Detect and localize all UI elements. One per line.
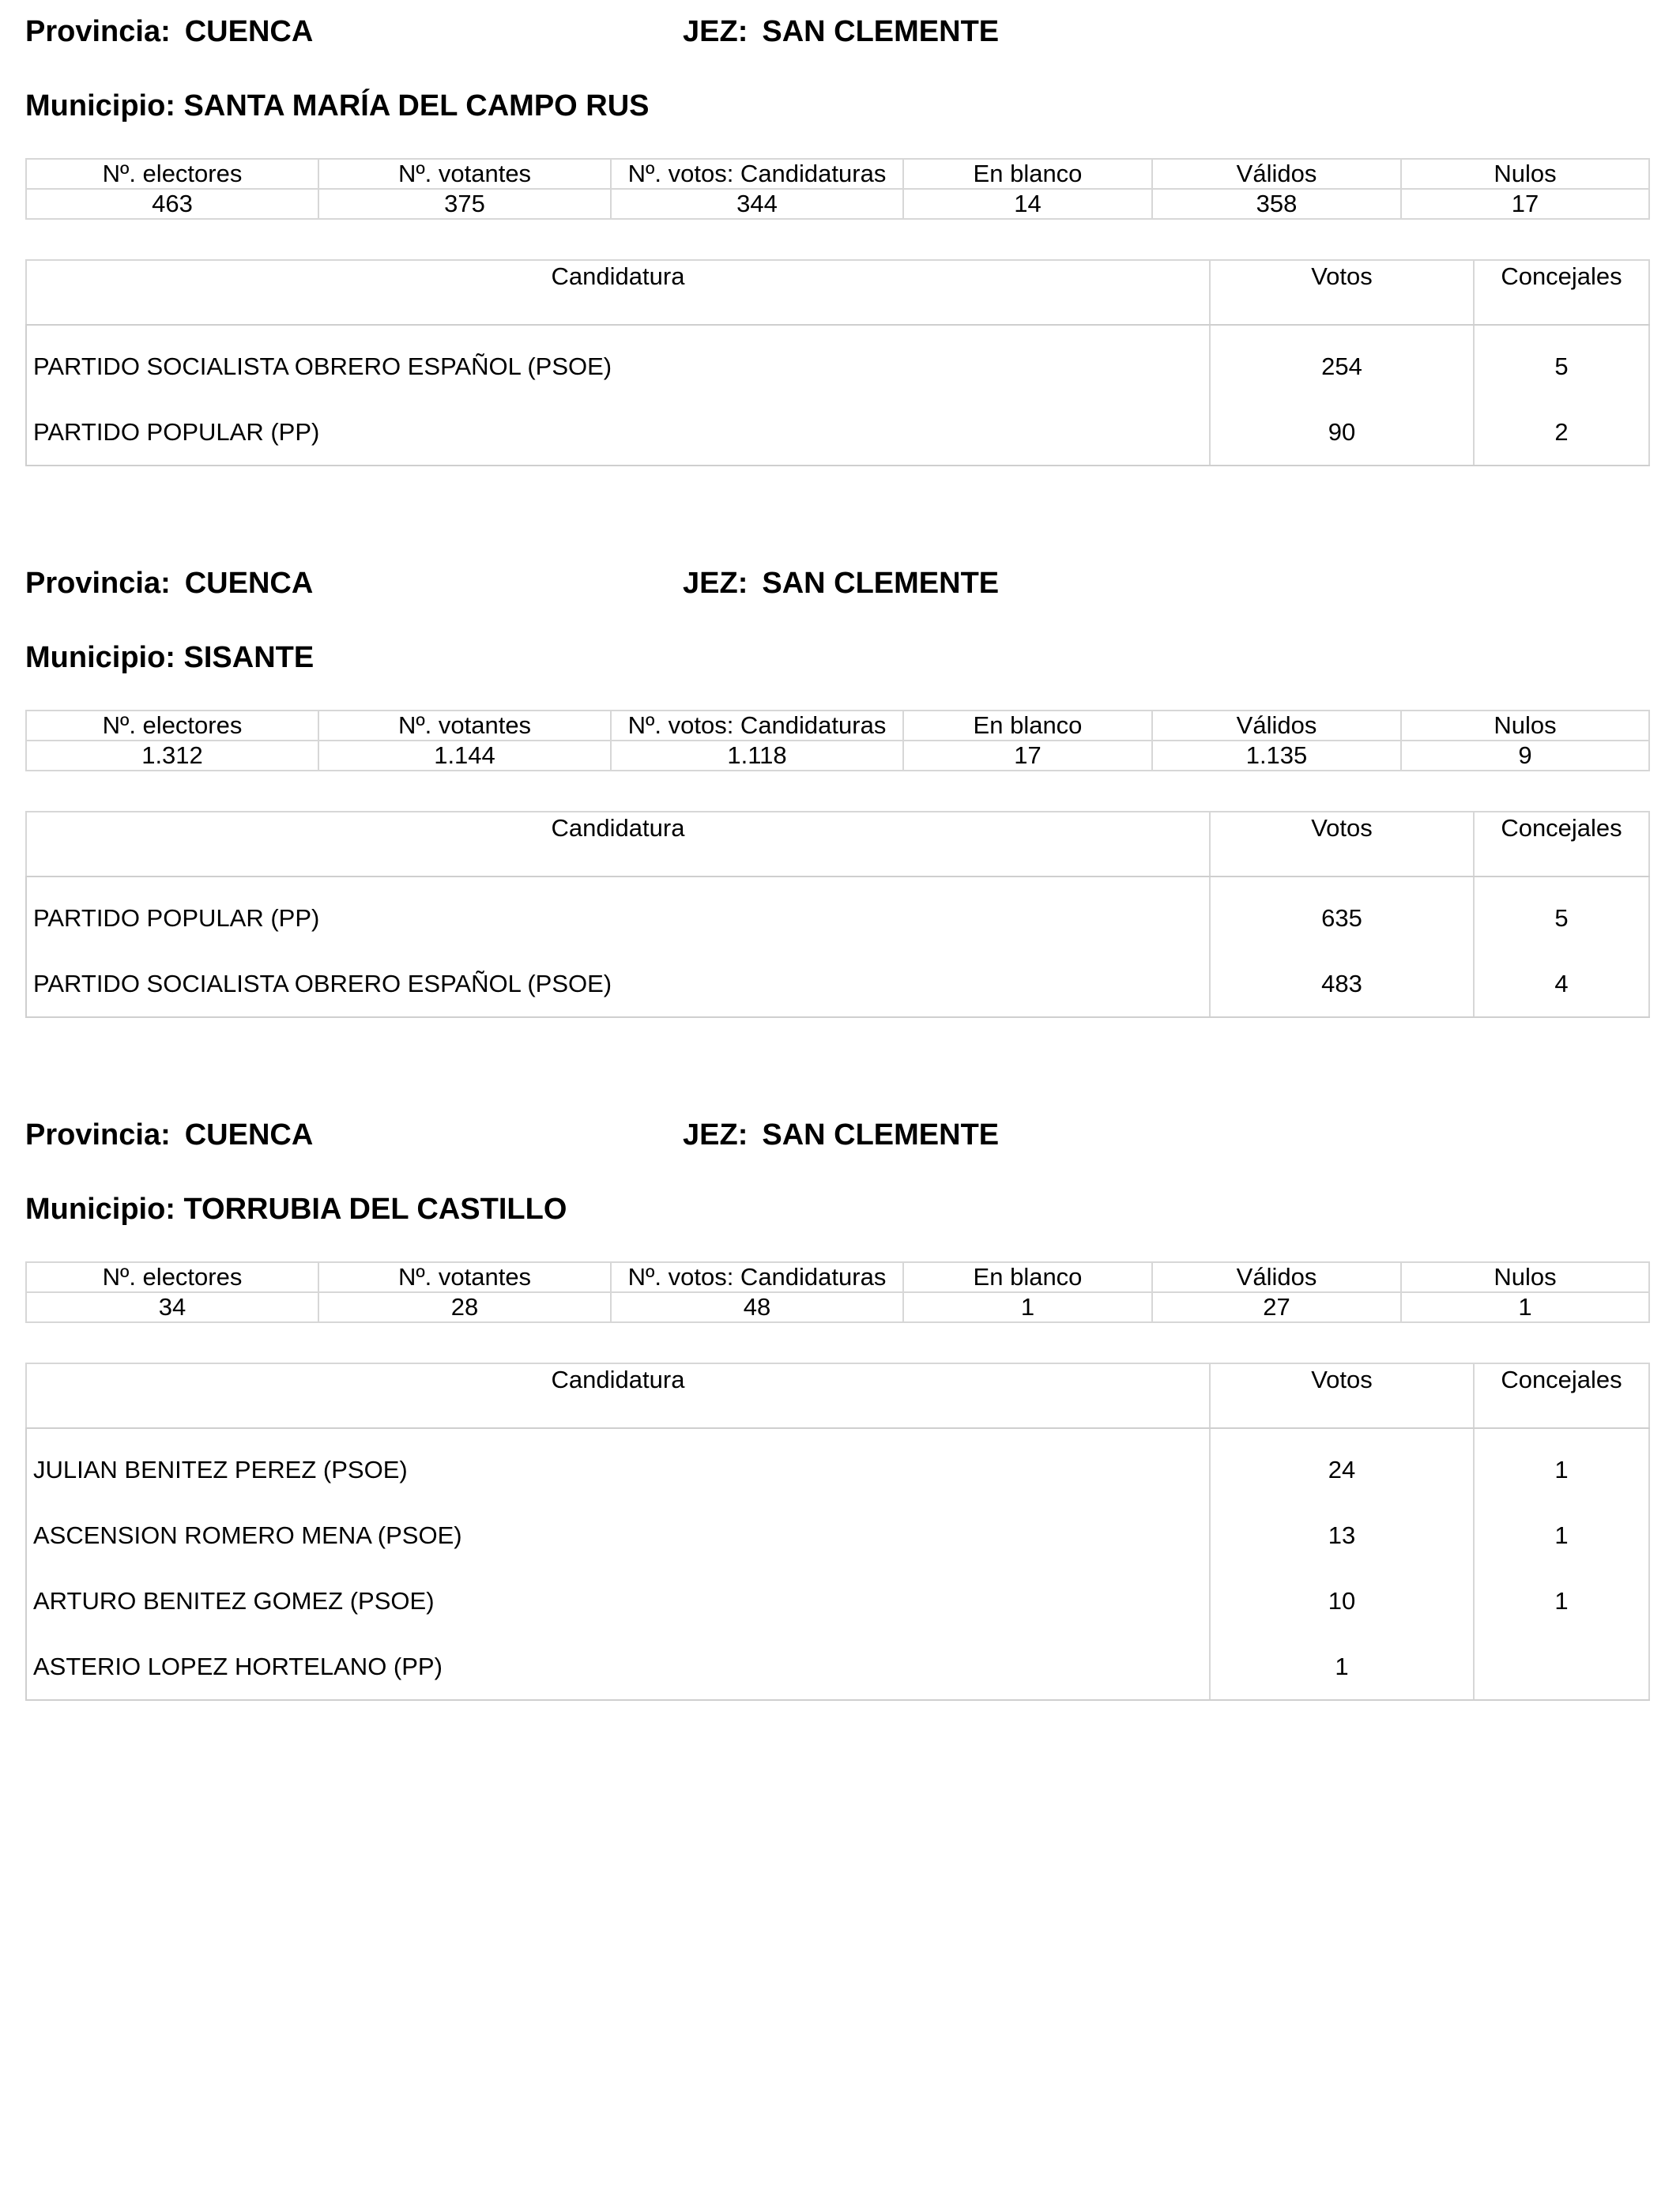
stats-header-en-blanco: En blanco [903, 711, 1152, 741]
municipio-heading [25, 1192, 567, 1227]
stats-value-votantes: 375 [318, 189, 611, 219]
stats-header-votantes: Nº. votantes [318, 711, 611, 741]
municipio-heading [25, 89, 650, 123]
candidates-table [25, 811, 1650, 1018]
stats-table [25, 710, 1650, 771]
jez-label: JEZ: [683, 1118, 748, 1152]
stats-header-votos-candidaturas: Nº. votos: Candidaturas [611, 159, 903, 189]
stats-header-nulos: Nulos [1401, 1262, 1649, 1292]
stats-value-en-blanco: 1 [903, 1292, 1152, 1322]
candidate-votos: 13 [1210, 1502, 1474, 1568]
stats-header-en-blanco: En blanco [903, 1262, 1152, 1292]
municipio-label: Municipio: [25, 641, 175, 674]
stats-value-electores: 1.312 [26, 741, 318, 771]
candidate-concejales: 1 [1474, 1428, 1649, 1502]
candidates-header-votos: Votos [1210, 812, 1474, 876]
candidate-votos: 24 [1210, 1428, 1474, 1502]
stats-header-votantes: Nº. votantes [318, 1262, 611, 1292]
stats-header-nulos: Nulos [1401, 711, 1649, 741]
stats-value-en-blanco: 14 [903, 189, 1152, 219]
candidate-concejales: 2 [1474, 399, 1649, 466]
candidate-name: PARTIDO SOCIALISTA OBRERO ESPAÑOL (PSOE) [26, 325, 1210, 399]
stats-header-electores: Nº. electores [26, 1262, 318, 1292]
candidate-concejales: 5 [1474, 325, 1649, 399]
stats-value-en-blanco: 17 [903, 741, 1152, 771]
jez-value: SAN CLEMENTE [762, 1118, 1000, 1152]
candidates-header-row [26, 1363, 1649, 1428]
municipio-value: SANTA MARÍA DEL CAMPO RUS [183, 89, 650, 123]
stats-header-votos-candidaturas: Nº. votos: Candidaturas [611, 1262, 903, 1292]
stats-header-votos-candidaturas: Nº. votos: Candidaturas [611, 711, 903, 741]
provincia-value: CUENCA [184, 1118, 314, 1152]
candidate-name: JULIAN BENITEZ PEREZ (PSOE) [26, 1428, 1210, 1502]
stats-value-nulos: 9 [1401, 741, 1649, 771]
stats-value-row [26, 1292, 1649, 1322]
candidate-name: ARTURO BENITEZ GOMEZ (PSOE) [26, 1568, 1210, 1634]
candidates-header-votos: Votos [1210, 1363, 1474, 1428]
stats-value-validos: 27 [1152, 1292, 1401, 1322]
candidates-header-row [26, 812, 1649, 876]
provincia-heading [25, 14, 313, 49]
candidate-concejales: 1 [1474, 1502, 1649, 1568]
candidate-name: ASCENSION ROMERO MENA (PSOE) [26, 1502, 1210, 1568]
municipio-section-sisante [25, 552, 1648, 1057]
provincia-label: Provincia: [25, 1118, 171, 1152]
candidate-votos: 90 [1210, 399, 1474, 466]
candidate-concejales: 1 [1474, 1568, 1649, 1634]
stats-header-row [26, 711, 1649, 741]
stats-value-electores: 34 [26, 1292, 318, 1322]
candidate-name: PARTIDO POPULAR (PP) [26, 876, 1210, 951]
jez-heading [683, 1118, 999, 1152]
provincia-value: CUENCA [184, 15, 314, 48]
candidates-header-votos: Votos [1210, 260, 1474, 325]
candidate-votos: 254 [1210, 325, 1474, 399]
stats-header-nulos: Nulos [1401, 159, 1649, 189]
candidates-header-concejales: Concejales [1474, 812, 1649, 876]
candidates-header-row [26, 260, 1649, 325]
municipio-label: Municipio: [25, 89, 175, 123]
stats-value-row [26, 741, 1649, 771]
stats-value-votantes: 1.144 [318, 741, 611, 771]
provincia-heading [25, 1118, 313, 1152]
jez-label: JEZ: [683, 15, 748, 48]
municipio-label: Municipio: [25, 1193, 175, 1226]
stats-value-row [26, 189, 1649, 219]
candidate-concejales: 5 [1474, 876, 1649, 951]
candidates-header-concejales: Concejales [1474, 260, 1649, 325]
jez-value: SAN CLEMENTE [762, 567, 1000, 600]
stats-value-votantes: 28 [318, 1292, 611, 1322]
stats-value-validos: 358 [1152, 189, 1401, 219]
stats-value-nulos: 1 [1401, 1292, 1649, 1322]
candidate-votos: 483 [1210, 951, 1474, 1017]
jez-heading [683, 14, 999, 49]
jez-heading [683, 566, 999, 601]
stats-header-validos: Válidos [1152, 1262, 1401, 1292]
stats-header-electores: Nº. electores [26, 159, 318, 189]
stats-header-en-blanco: En blanco [903, 159, 1152, 189]
municipio-heading [25, 640, 314, 675]
candidates-header-concejales: Concejales [1474, 1363, 1649, 1428]
candidates-header-candidatura: Candidatura [26, 260, 1210, 325]
stats-header-row [26, 159, 1649, 189]
stats-header-electores: Nº. electores [26, 711, 318, 741]
candidate-votos: 1 [1210, 1634, 1474, 1700]
stats-value-nulos: 17 [1401, 189, 1649, 219]
municipio-section-torrubia [25, 1103, 1648, 1704]
candidate-name: ASTERIO LOPEZ HORTELANO (PP) [26, 1634, 1210, 1700]
candidate-votos: 635 [1210, 876, 1474, 951]
candidate-row [26, 1568, 1649, 1634]
candidate-row [26, 951, 1649, 1017]
provincia-value: CUENCA [184, 567, 314, 600]
candidate-name: PARTIDO POPULAR (PP) [26, 399, 1210, 466]
stats-value-electores: 463 [26, 189, 318, 219]
stats-value-votos-candidaturas: 1.118 [611, 741, 903, 771]
candidate-row [26, 1502, 1649, 1568]
candidates-header-candidatura: Candidatura [26, 812, 1210, 876]
candidates-header-candidatura: Candidatura [26, 1363, 1210, 1428]
stats-header-validos: Válidos [1152, 711, 1401, 741]
candidate-concejales [1474, 1634, 1649, 1700]
stats-value-votos-candidaturas: 48 [611, 1292, 903, 1322]
municipio-value: TORRUBIA DEL CASTILLO [183, 1193, 567, 1226]
provincia-label: Provincia: [25, 15, 171, 48]
candidate-row [26, 1634, 1649, 1700]
municipio-section-santa-maria [25, 0, 1648, 506]
candidate-row [26, 399, 1649, 466]
stats-header-row [26, 1262, 1649, 1292]
candidates-table [25, 259, 1650, 466]
stats-table [25, 158, 1650, 220]
stats-value-votos-candidaturas: 344 [611, 189, 903, 219]
jez-label: JEZ: [683, 567, 748, 600]
candidate-votos: 10 [1210, 1568, 1474, 1634]
candidate-name: PARTIDO SOCIALISTA OBRERO ESPAÑOL (PSOE) [26, 951, 1210, 1017]
candidate-row [26, 1428, 1649, 1502]
stats-value-validos: 1.135 [1152, 741, 1401, 771]
stats-header-votantes: Nº. votantes [318, 159, 611, 189]
candidate-row [26, 876, 1649, 951]
jez-value: SAN CLEMENTE [762, 15, 1000, 48]
candidate-concejales: 4 [1474, 951, 1649, 1017]
candidate-row [26, 325, 1649, 399]
municipio-value: SISANTE [183, 641, 315, 674]
provincia-label: Provincia: [25, 567, 171, 600]
stats-table [25, 1261, 1650, 1323]
candidates-table [25, 1363, 1650, 1701]
stats-header-validos: Válidos [1152, 159, 1401, 189]
provincia-heading [25, 566, 313, 601]
